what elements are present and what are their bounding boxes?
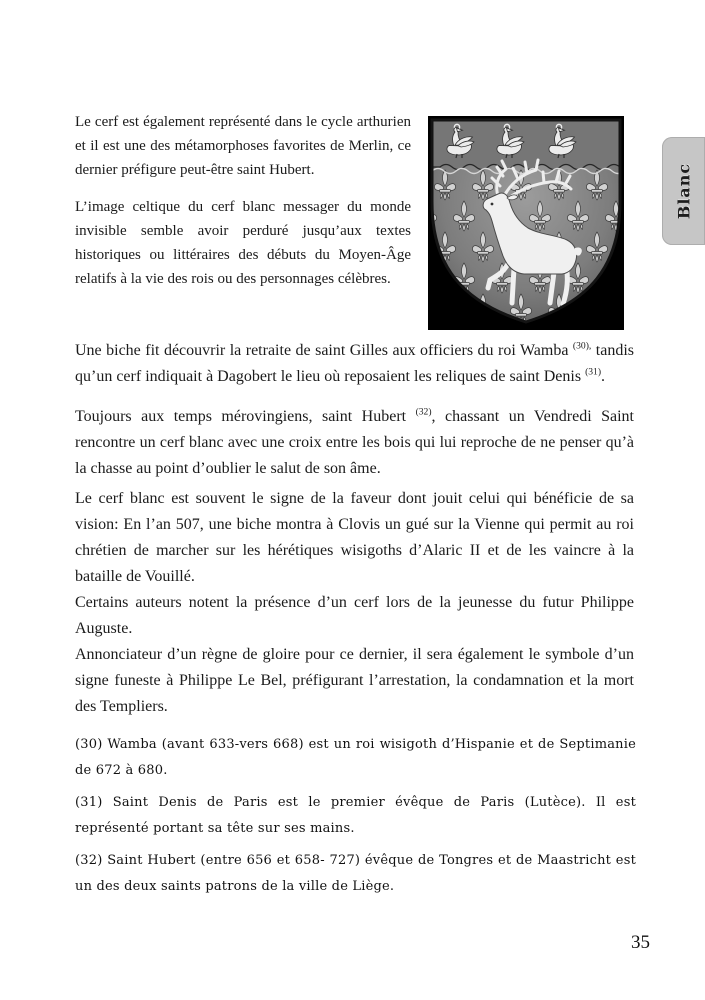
chapter-tab-label: Blanc (674, 162, 693, 220)
paragraph: Annonciateur d’un règne de gloire pour ce dernier, il sera également le symbole d’un signe funeste à Philippe Le Bel, préfigurant l’arrestation, la condamnation et la mort des Templiers. (75, 646, 634, 715)
paragraph: Une biche fit découvrir la retraite de saint Gilles aux officiers du roi Wamba $^{(30),}$ tandis qu’un cerf indiquait à Dagobert le lieu où reposaient les reliques de saint Denis $^{(31)}$. (75, 340, 635, 385)
body-text-column (75, 110, 411, 304)
body-text-lower (75, 486, 634, 720)
footnotes-block (75, 732, 636, 906)
chapter-tab-blanc[interactable] (662, 137, 705, 245)
paragraph: Le cerf blanc est souvent le signe de la faveur dont jouit celui qui bénéficie de sa vision: En l’an 507, une biche montra à Clovis un gué sur la Vienne qui permit au roi chrétien de marcher sur les hérétiques wisigoths d’Alaric II et de les vaincre à la bataille de Vouillé. (75, 490, 634, 585)
paragraph: (30) Wamba (avant 633-vers 668) est un roi wisigoth d’Hispanie et de Septimanie de 672 à 680. (75, 737, 636, 778)
paragraph: (32) Saint Hubert (entre 656 et 658- 727) évêque de Tongres et de Maastricht est un des deux saints patrons de la ville de Liège. (75, 853, 636, 894)
page-number: 35 (631, 932, 650, 953)
paragraph: (31) Saint Denis de Paris est le premier évêque de Paris (Lutèce). Il est représenté portant sa tête sur ses mains. (75, 795, 636, 836)
paragraph: Certains auteurs notent la présence d’un cerf lors de la jeunesse du futur Philippe Auguste. (75, 594, 634, 637)
paragraph: Le cerf est également représenté dans le cycle arthurien et il est une des métamorphoses favorites de Merlin, ce dernier préfigure peut-être saint Hubert. (75, 114, 411, 178)
coat-of-arms-image (428, 116, 624, 330)
paragraph: L’image celtique du cerf blanc messager du monde invisible semble avoir perduré jusqu’aux textes historiques ou littéraires des débuts du Moyen-Âge relatifs à la vie des rois ou des personnages célèbres. (75, 199, 411, 287)
body-text-middle (75, 338, 634, 496)
coat-of-arms-figure (428, 116, 624, 330)
paragraph: Toujours aux temps mérovingiens, saint Hubert $^{(32)}$, chassant un Vendredi Saint rencontre un cerf blanc avec une croix entre les bois qui lui reproche de ne penser qu’à la chasse au point d’oublier le salut de son âme. (75, 406, 635, 477)
